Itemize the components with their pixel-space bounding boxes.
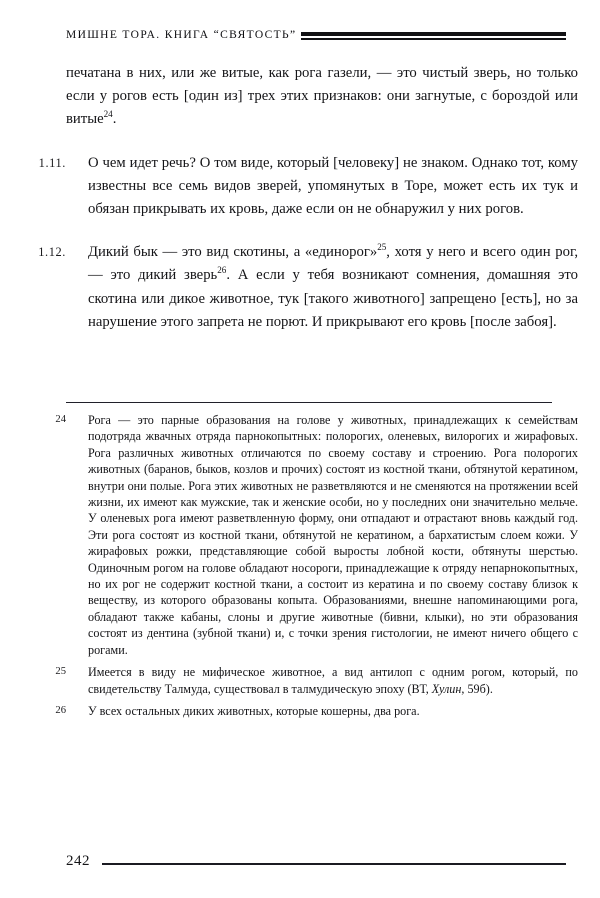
paragraph-continuation xyxy=(22,62,578,132)
footnote-ref-26[interactable]: 26 xyxy=(217,265,227,276)
footnote-26 xyxy=(22,703,578,719)
footnote-26-number: 26 xyxy=(55,704,66,716)
paragraph-1-11-text: О чем идет речь? О том виде, который [человеку] не знаком. Однако тот, кому известны все семь видов зверей, упомянутых в Торе, может есть их тук и обязан прикрывать их кровь, даже если он не обнаружил у них рогов. xyxy=(88,154,578,218)
footnote-25-tractate-name: Хулин xyxy=(431,681,462,696)
paragraph-1-12-part-c: . А если у тебя возникают сомнения, домашняя это скотина или дикое животное, тук [такого животного] запрещено [есть], но за нарушение этого запрета не порют. И прикрывают его кровь [после забоя]. xyxy=(88,267,578,330)
page-number: 242 xyxy=(66,853,90,869)
footnote-25-text xyxy=(66,664,578,697)
footnote-25-text-after: , 59б). xyxy=(461,681,493,696)
footnote-24-text: Рога — это парные образования на голове у животных, принадлежащих к семействам подотряда жвачных отряда парнокопытных: полорогих, оленевых, вилорогих и жирафовых. Рога различных животных отличаются по своему составу и строению. Рога полорогих животных (баранов, быков, козлов и прочих) состоят из костной ткани, обтянутой кератином, внутри они полые. Рога этих животных не разветвляются и не сменяются на протяжении всей жизни, их имеют как мужские, так и женские особи, но у последних они значительно мельче. У оленевых рога имеют разветвленную форму, они отпадают и отрастают вновь каждый год. Эти рога состоят из костной ткани, обтянутой не кератином, а бархатистым слоем кожи. У жирафовых рожки, представляющие собой выросты лобной кости, обтянуты шерстью. Одиночным рогом на голове обладают носороги, принадлежащие к отряду непарнокопытных, но их рог не содержит костной ткани, а состоит из кератина и по своему составу близок к веществу, из которого образованы копыта. Образованиями, внешне напоминающими рога, обладают также кабаны, слоны и другие животные (бивни, клыки), но эти образования состоят из дентина (зубной ткани) и, с точки зрения гистологии, не имеют ничего общего с рогами. xyxy=(88,413,578,657)
paragraph-1-12-part-a: Дикий бык — это вид скотины, а «единорог» xyxy=(88,244,378,261)
paragraph-1-12-part-b: , хотя у него и всего один рог, — это дикий зверь xyxy=(88,244,578,284)
paragraph-1-12 xyxy=(22,241,578,334)
footnote-25-number: 25 xyxy=(55,666,66,678)
footnote-24 xyxy=(22,412,578,658)
footnote-26-text: У всех остальных диких животных, которые кошерны, два рога. xyxy=(88,703,420,718)
footnote-ref-24[interactable]: 24 xyxy=(103,109,113,120)
paragraph-1-12-text xyxy=(66,241,578,334)
body-text xyxy=(22,62,578,334)
footnote-25-text-before: Имеется в виду не мифическое животное, а вид антилоп с одним рогом, который, по свидетельству Талмуда, существовал в талмудическую эпоху (ВТ, xyxy=(88,665,578,696)
running-head-rules xyxy=(301,32,566,40)
page-footer xyxy=(66,853,566,870)
paragraph-1-11-number: 1.11. xyxy=(38,155,66,170)
paragraph-1-11 xyxy=(22,152,578,222)
running-head xyxy=(66,24,566,46)
footnote-24-number: 24 xyxy=(55,414,66,425)
paragraph-continuation-main: печатана в них, или же витые, как рога газели, — это чистый зверь, но только если у рогов есть [один из] трех этих признаков: они загнутые, с бороздой или витые xyxy=(66,65,578,128)
footnotes-block xyxy=(22,412,578,719)
header-rule-thick xyxy=(301,32,566,36)
running-head-title: МИШНЕ ТОРА. КНИГА “СВЯТОСТЬ” xyxy=(66,29,297,41)
footnote-ref-25[interactable]: 25 xyxy=(377,242,387,253)
footnote-separator-rule xyxy=(66,402,552,403)
paragraph-1-12-number: 1.12. xyxy=(38,245,66,260)
paragraph-continuation-text xyxy=(22,62,578,132)
header-rule-thin xyxy=(301,38,566,39)
paragraph-continuation-tail: . xyxy=(112,111,117,128)
footer-rule xyxy=(102,863,566,864)
footnote-25 xyxy=(22,664,578,697)
